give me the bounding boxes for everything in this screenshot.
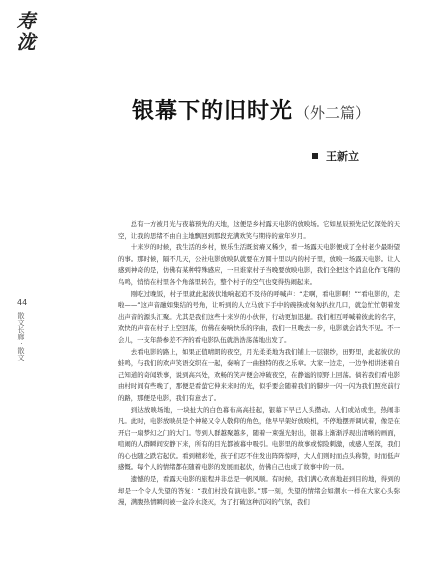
paragraph: 刚吃过晚饭，村子里就此起彼伏地响起追不及待的呼喊声：“走啊，看电影啊！”“看电影的，走啦——”这声音融如集结的号角，让听到的人立马放下手中的碗筷或匆匆扒拉几口，就急忙忙朝着发出声音的源头汇聚。尤其是我们这些十来岁的小伙伴，行动更加迅捷。我们相互呼喊着彼此的名字，欢快的声音在村子上空回荡，仿佛在奏响快乐的序曲，我们一旦晚去一步，电影就会消失不见。不一会儿，一支年龄参差不齐的看电影队伍就浩浩荡荡地出发了。 (118, 289, 400, 344)
title-main: 银幕下的旧时光 (132, 99, 294, 124)
paragraph: 去看电影的路上，如果正值晴朗的夜空，月光柔柔地为我们铺上一层银纱，田野里，此起彼伏的蛙鸣，与我们的欢声笑语交织在一起，奏响了一曲独特的夜之乐章。大家一边走，一边争相讲述着自己知道的奇闻轶事，说到高兴处，欢畅的笑声便会冲破夜空，在静谧的原野上回荡。倘若我们看电影由村时间有些晚了，那便是看萤它伸来来时的光，似乎要会随着我们的脚步一闪一闪为我们照亮前行的路，那便是电影，我们有意去了。 (118, 347, 400, 402)
page-number: 44 (17, 298, 28, 307)
article-title (132, 94, 370, 125)
column-logo (2, 6, 46, 58)
author-byline (312, 148, 359, 164)
title-sub: （外二篇） (295, 104, 371, 122)
author-name: 王新立 (326, 150, 359, 163)
article-body (118, 219, 400, 509)
square-bullet-icon (312, 153, 318, 159)
column-logo-text: 寿泷 (13, 11, 36, 53)
paragraph: 十来岁的时候，我生活的乡村，娱乐生活既贫瘠又稀少，看一场露天电影便成了全村老少最盼望的事。那时候，隔不几天，公社电影放映队就要在方圆十里以内的村子里，放映一场露天电影。让人感到神奇的是，仿佛有某种特殊感应，一旦谁家村子当晚要放映电影，我们全把这个消息化作飞翔的鸟鸣，悄悄在村里各个角落里转告，整个村子的空气也变得热闹起来。 (118, 243, 400, 286)
paragraph: 到达放映场地，一块扯大的白色幕布高高挂起，银幕下早已人头攒动。人们或站或坐，热闹非凡。此时，电影放映员是个神秘又令人敬仰的角色，他早早架好放映机，不停地摆弄调试着，像是在开启一扇梦幻之门的大门。等到人群越聚越多，随着一束强光射出，银幕上渐渐浮现出清晰的画面，喧闹的人群瞬间安静下来，所有的目光都被幕中吸引。电影里的故事或惊险刺激，或感人至深，我们的心也随之跌宕起伏。看到精彩处，孩子们忍不住发出阵阵惊呼，大人们则时而点头称赞，时而低声感慨。每个人的情绪都在随着电影的发展而起伏，仿佛自己也成了故事中的一员。 (118, 405, 400, 472)
paragraph: 总有一方被月光与夜幕预先的天地，这便是乡村露天电影的放映场。它如星辰预先记忆深处的天空，让我的思绪不由自主地飘回到那段充满欢笑与期待的童年岁月。 (118, 220, 400, 240)
paragraph: 遗憾的是，看露天电影的旅程并非总是一帆风顺。有时候，我们满心欢喜地赶到目的地，得到的却是一个令人失望的答复：“我们村没有演电影。”那一刻，失望的情绪会如潮水一样在大家心头弥漫，满腹热情瞬间被一盆冷水浇灭，为了打破这种沉闷的气氛，我们 (118, 475, 400, 507)
section-side-label: 散文长廊 · 散文 (17, 312, 25, 361)
